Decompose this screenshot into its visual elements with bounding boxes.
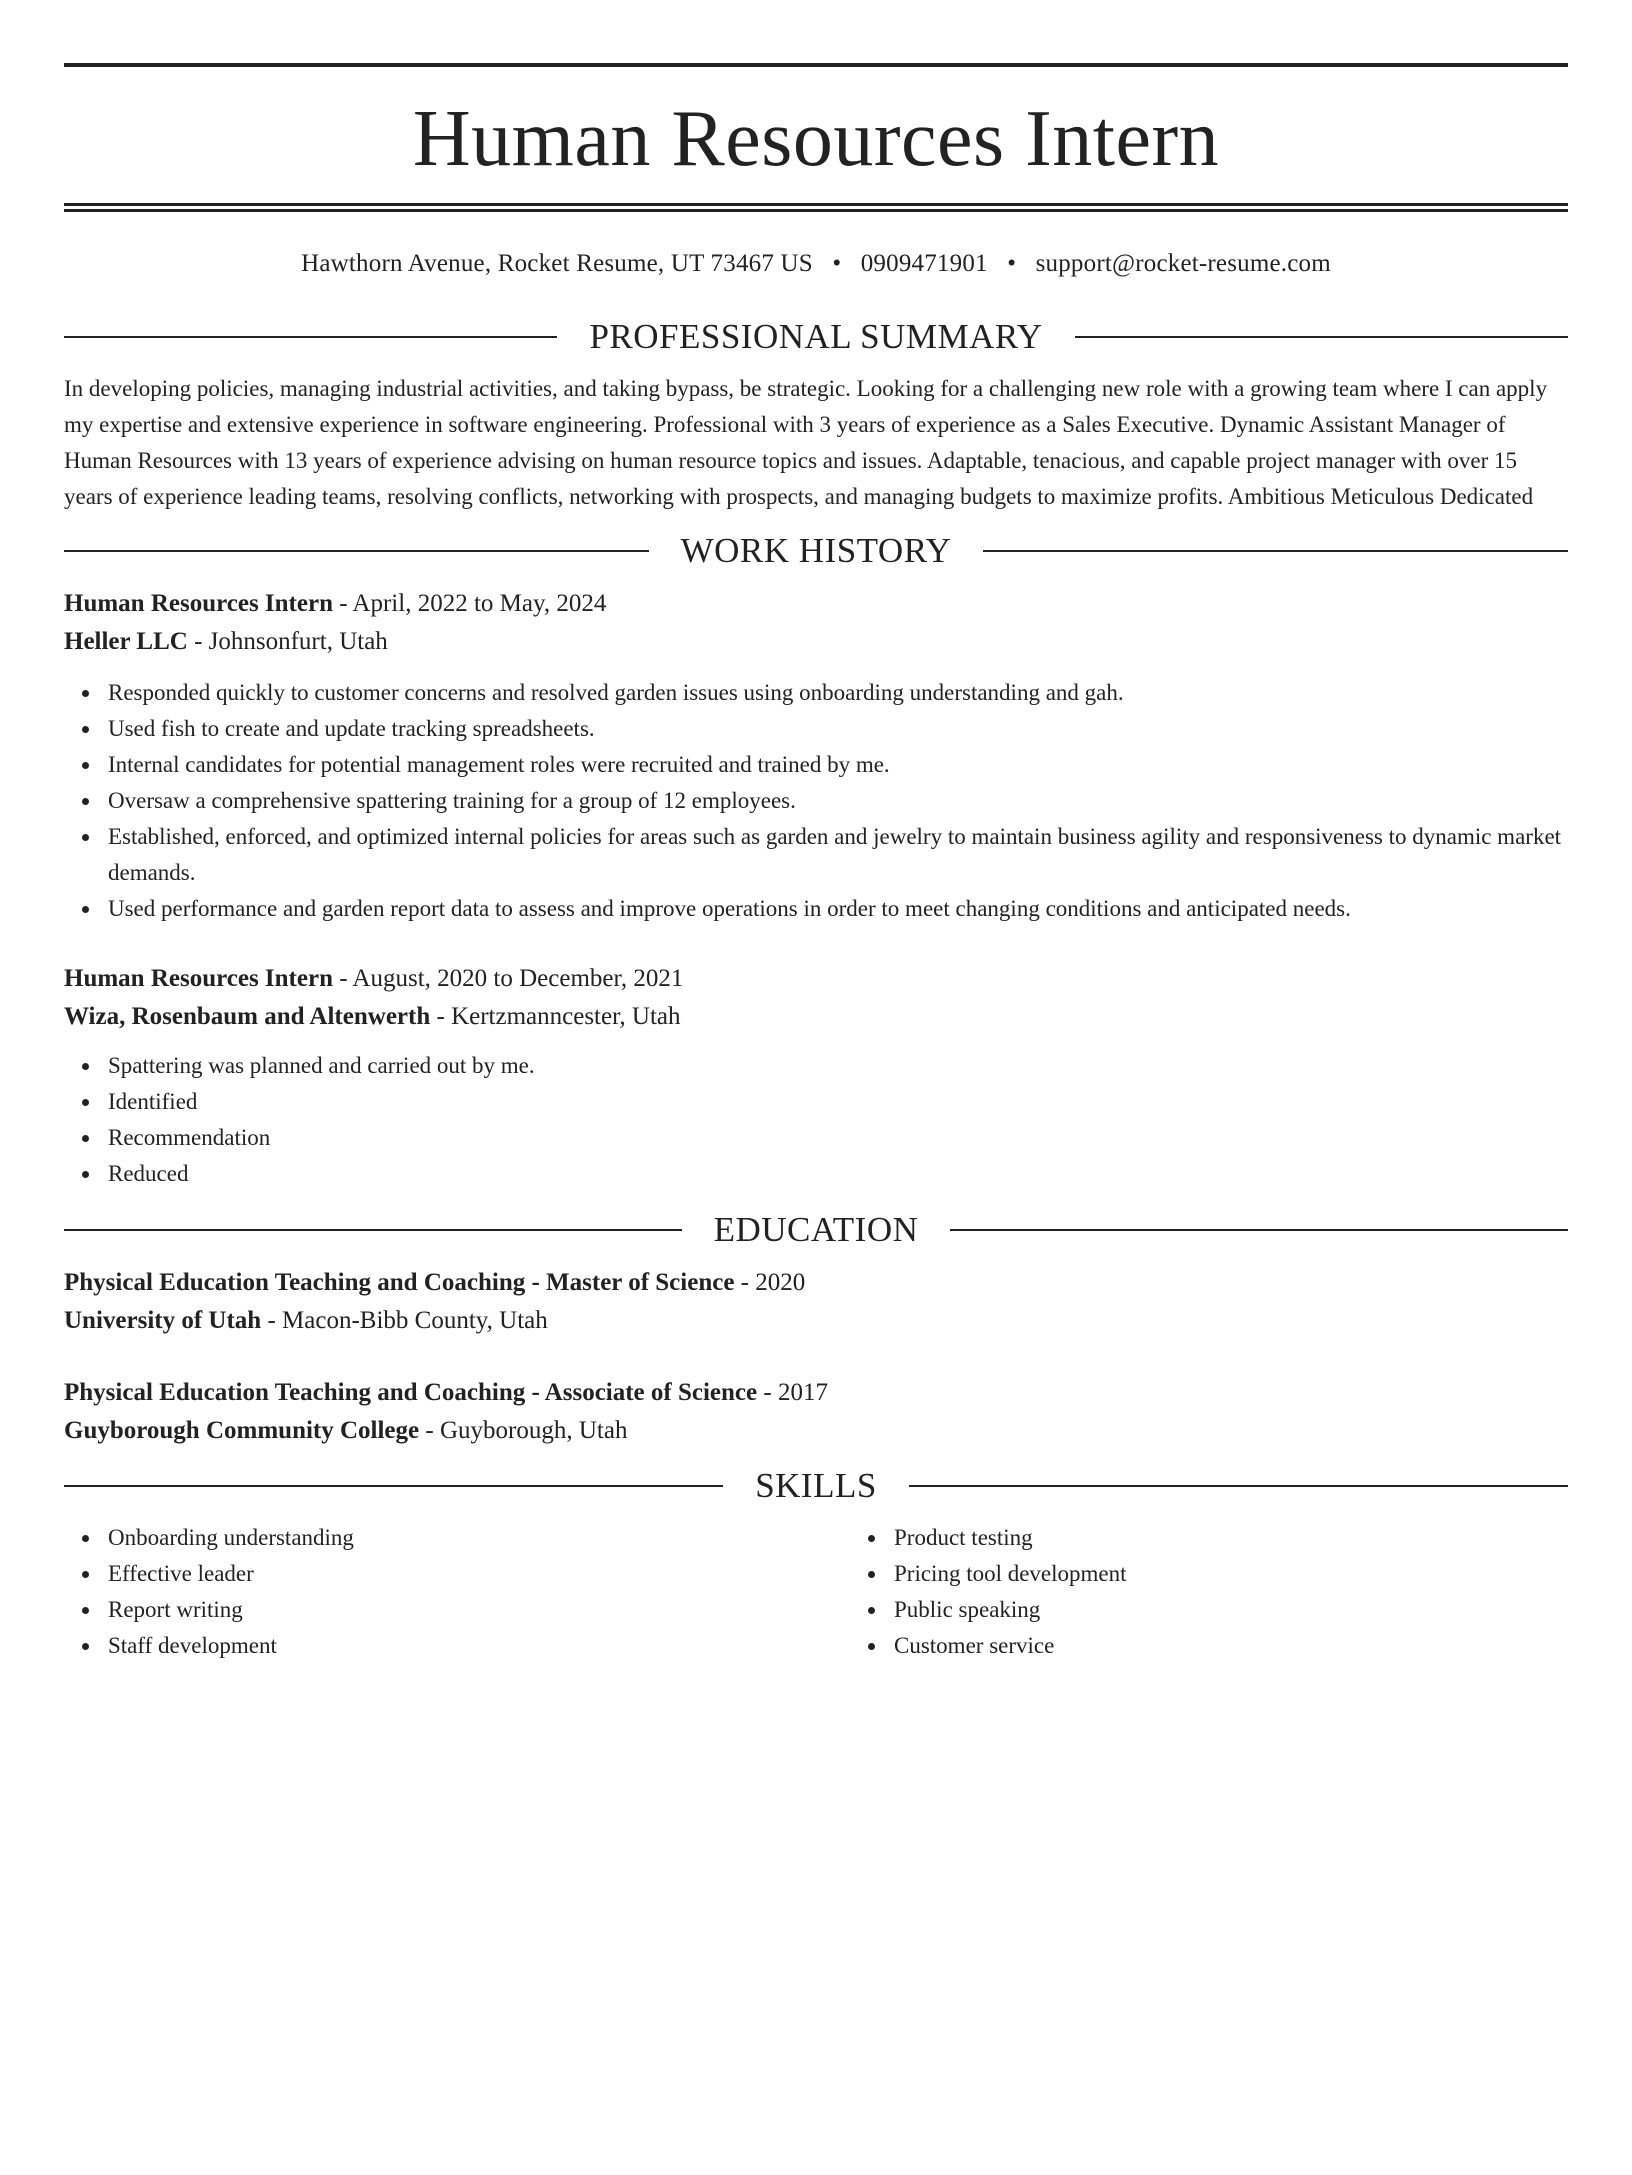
education-school-line [64, 1412, 1568, 1450]
skills-grid [64, 1520, 1568, 1664]
job-bullets [64, 675, 1568, 927]
skills-list-left [64, 1520, 850, 1664]
divider-line [1075, 336, 1568, 338]
job-title-line [64, 960, 1568, 998]
divider-line [64, 550, 649, 552]
education-degree: Physical Education Teaching and Coaching - Associate of Science [64, 1379, 758, 1406]
job-company-line [64, 998, 1568, 1036]
education-school: University of Utah [64, 1307, 262, 1334]
job-bullets [64, 1048, 1568, 1192]
list-item: Internal candidates for potential management roles were recruited and trained by me. [108, 747, 1568, 783]
list-item: Oversaw a comprehensive spattering training for a group of 12 employees. [108, 783, 1568, 819]
list-item: Responded quickly to customer concerns and resolved garden issues using onboarding understanding and gah. [108, 675, 1568, 711]
list-item: Used performance and garden report data to assess and improve operations in order to meet changing conditions and anticipated needs. [108, 891, 1568, 927]
page-title: Human Resources Intern [412, 95, 1220, 183]
job-company-line [64, 623, 1568, 661]
divider-line [909, 1485, 1568, 1487]
skill-item: Onboarding understanding [108, 1520, 850, 1556]
skill-item: Pricing tool development [894, 1556, 1127, 1592]
section-skills-heading [64, 1464, 1568, 1508]
skill-item: Staff development [108, 1628, 850, 1664]
skill-item: Product testing [894, 1520, 1127, 1556]
job-title-line [64, 585, 1568, 623]
job-role: Human Resources Intern [64, 965, 333, 992]
section-title: PROFESSIONAL SUMMARY [589, 317, 1043, 356]
divider-line [950, 1229, 1568, 1231]
contact-line [64, 247, 1568, 281]
education-year: - 2017 [757, 1379, 828, 1406]
education-degree: Physical Education Teaching and Coaching - Master of Science [64, 1269, 735, 1296]
list-item: Identified [108, 1084, 1568, 1120]
divider-line [64, 1229, 682, 1231]
list-item: Recommendation [108, 1120, 1568, 1156]
education-entry [64, 1374, 1568, 1450]
divider-line [983, 550, 1568, 552]
skill-item: Report writing [108, 1592, 850, 1628]
section-summary-heading [64, 315, 1568, 359]
education-degree-line [64, 1264, 1568, 1302]
section-title: EDUCATION [713, 1210, 919, 1249]
list-item: Spattering was planned and carried out by me. [108, 1048, 1568, 1084]
summary-text: In developing policies, managing industrial activities, and taking bypass, be strategic. Looking for a challenging new role with a growing team where I can apply my expertise and extensive experience in software engineering. Professional with 3 years of experience as a Sales Executive. Dynamic Assistant Manager of Human Resources with 13 years of experience advising on human resource topics and issues. Adaptable, tenacious, and capable project manager with over 15 years of experience leading teams, resolving conflicts, networking with prospects, and managing budgets to maximize profits. Ambitious Meticulous Dedicated [64, 376, 1548, 509]
divider-line [64, 1485, 723, 1487]
contact-separator: • [1007, 250, 1017, 277]
section-title: SKILLS [755, 1466, 877, 1505]
skill-item: Public speaking [894, 1592, 1127, 1628]
resume-page [0, 63, 1632, 2175]
skill-item: Customer service [894, 1628, 1127, 1664]
section-work-heading [64, 529, 1568, 573]
list-item: Reduced [108, 1156, 1568, 1192]
education-degree-line [64, 1374, 1568, 1412]
job-location: - Kertzmanncester, Utah [430, 1003, 681, 1030]
job-dates: - August, 2020 to December, 2021 [332, 965, 684, 992]
contact-phone: 0909471901 [860, 250, 988, 277]
section-education-heading [64, 1208, 1568, 1252]
education-school-line [64, 1302, 1568, 1340]
job-entry [64, 960, 1568, 1192]
job-company: Heller LLC [64, 628, 188, 655]
job-entry [64, 585, 1568, 927]
title-double-rule [64, 203, 1568, 212]
contact-separator: • [832, 250, 842, 277]
education-location: - Guyborough, Utah [419, 1417, 628, 1444]
education-location: - Macon-Bibb County, Utah [261, 1307, 548, 1334]
list-item: Used fish to create and update tracking spreadsheets. [108, 711, 1568, 747]
job-role: Human Resources Intern [64, 590, 333, 617]
job-location: - Johnsonfurt, Utah [187, 628, 388, 655]
education-year: - 2020 [734, 1269, 806, 1296]
skill-item: Effective leader [108, 1556, 850, 1592]
contact-address: Hawthorn Avenue, Rocket Resume, UT 73467 US [301, 250, 813, 277]
contact-email: support@rocket-resume.com [1035, 250, 1331, 277]
section-title: WORK HISTORY [680, 531, 952, 570]
education-entry [64, 1264, 1568, 1340]
list-item: Established, enforced, and optimized internal policies for areas such as garden and jewelry to maintain business agility and responsiveness to dynamic market demands. [108, 819, 1568, 891]
job-dates: - April, 2022 to May, 2024 [332, 590, 607, 617]
skills-list-right [850, 1520, 1127, 1664]
job-company: Wiza, Rosenbaum and Altenwerth [64, 1003, 431, 1030]
education-school: Guyborough Community College [64, 1417, 420, 1444]
divider-line [64, 336, 557, 338]
